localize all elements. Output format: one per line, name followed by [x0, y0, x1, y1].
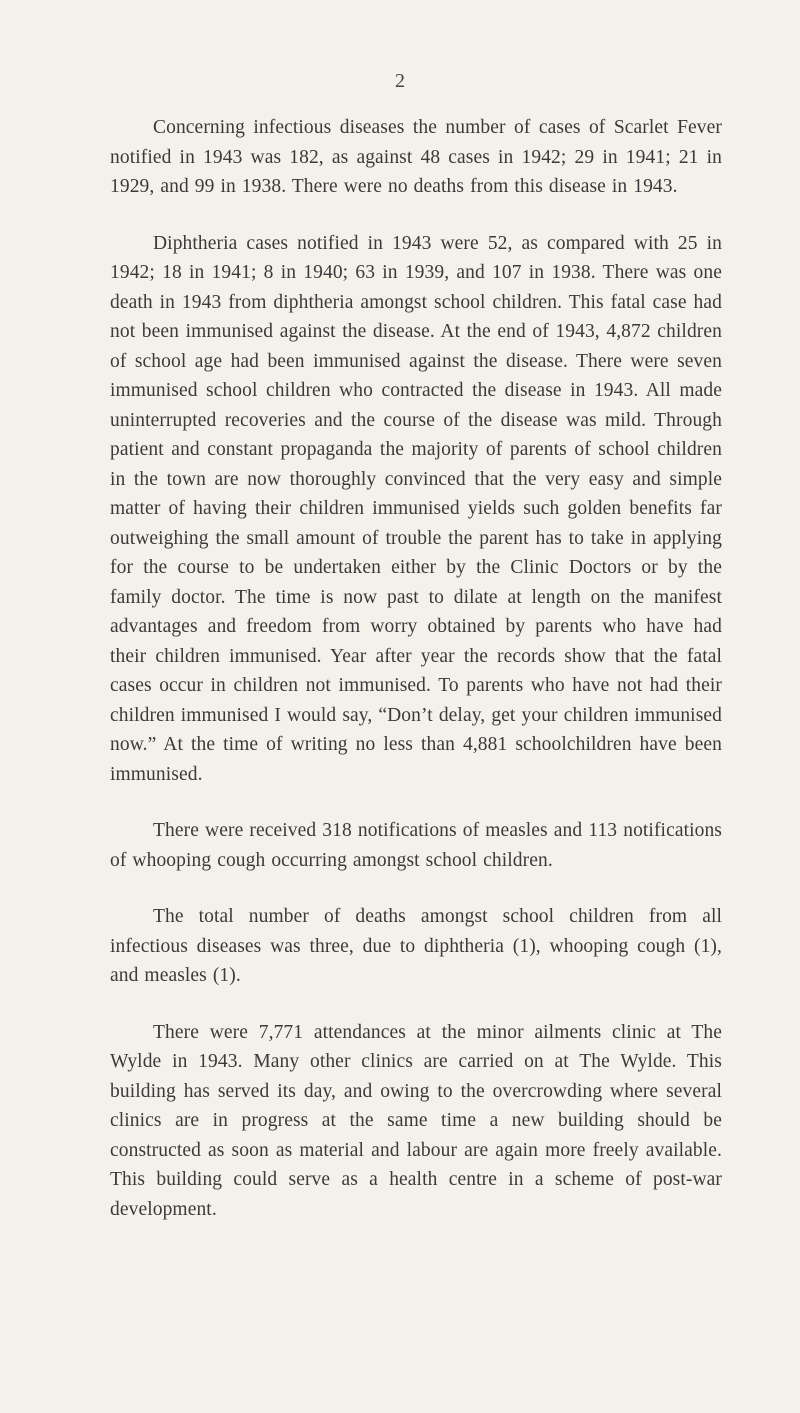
paragraph-diphtheria: Diphtheria cases notified in 1943 were 52, as compared with 25 in 1942; 18 in 1941; 8 in 1940; 63 in 1939, and 107 in 1938. There was one death in 1943 from diphtheria amongst school children. This fatal case had not been immunised against the disease. At the end of 1943, 4,872 children of school age had been immunised against the disease. There were seven immunised school children who contracted the disease in 1943. All made uninterrupted recoveries and the course of the disease was mild. Through patient and constant propaganda the majority of parents of school children in the town are now thoroughly convinced that the very easy and simple matter of having their children immunised yields such golden benefits far outweighing the small amount of trouble the parent has to take in applying for the course to be undertaken either by the Clinic Doctors or by the family doctor. The time is now past to dilate at length on the manifest advantages and freedom from worry obtained by parents who have had their children immunised. Year after year the records show that the fatal cases occur in children not immunised. To parents who have not had their children immunised I would say, “Don’t delay, get your children immunised now.” At the time of writing no less than 4,881 schoolchildren have been immunised. — [110, 232, 722, 785]
paragraph-scarlet-fever: Concerning infectious diseases the number of cases of Scarlet Fever notified in 1943 was 182, as against 48 cases in 1942; 29 in 1941; 21 in 1929, and 99 in 1938. There were no deaths from this disease in 1943. — [110, 117, 722, 197]
paragraph-minor-ailments-clinic: There were 7,771 attendances at the minor ailments clinic at The Wylde in 1943. Many other clinics are carried on at The Wylde. This building has served its day, and owing to the overcrowding where several clinics are in progress at the same time a new building should be constructed as soon as material and labour are again more freely available. This building could serve as a health centre in a scheme of post-war development. — [110, 1021, 722, 1220]
body-text — [110, 113, 722, 1251]
paragraph-measles-whooping-cough: There were received 318 notifications of measles and 113 notifications of whooping cough occurring amongst school children. — [110, 820, 722, 871]
page-number: 2 — [395, 70, 405, 92]
paragraph-total-deaths: The total number of deaths amongst school children from all infectious diseases was three, due to diphtheria (1), whooping cough (1), and measles (1). — [110, 906, 722, 986]
